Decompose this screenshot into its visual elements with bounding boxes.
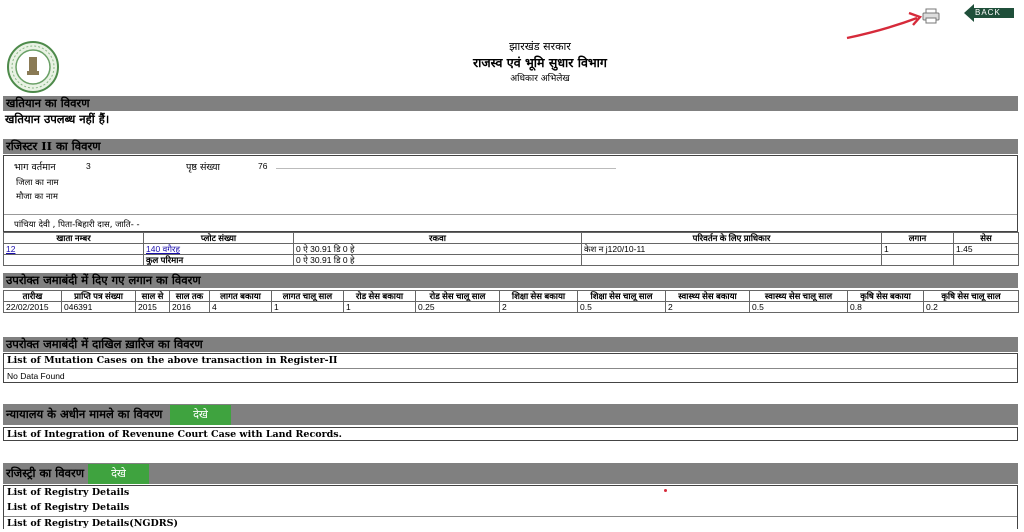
- mauza-label: मौजा का नाम: [16, 192, 58, 202]
- authority-cell: केश न j120/10-11: [582, 244, 882, 255]
- mutation-empty: No Data Found: [7, 371, 65, 381]
- court-view-button[interactable]: देखे: [170, 405, 231, 425]
- dept-title: राजस्व एवं भूमि सुधार विभाग: [473, 55, 607, 70]
- table-row: [4, 255, 1019, 266]
- table-row: 22/02/2015 046391 2015 2016 4 1 1 0.25 2 0.5 2 0.5 0.8 0.2: [4, 302, 1019, 313]
- divider: [4, 214, 1017, 215]
- col-ses: सेस: [954, 233, 1019, 244]
- register2-table-wrap: [3, 232, 1018, 266]
- ses-cell: 1.45: [954, 244, 1019, 255]
- court-section-bar: [3, 404, 1018, 425]
- registry-view-button[interactable]: देखे: [88, 464, 149, 484]
- col-date: तारीख: [4, 291, 62, 302]
- back-label: BACK: [975, 8, 1001, 17]
- register2-box: [3, 155, 1018, 232]
- khata-link[interactable]: 12: [6, 244, 16, 254]
- jharkhand-emblem-logo: [6, 40, 60, 94]
- court-list-title: List of Integration of Revenune Court Case with Land Records.: [7, 429, 342, 440]
- col-edu-current: शिक्षा सेस चालू साल: [578, 291, 666, 302]
- back-button[interactable]: [964, 4, 1016, 22]
- col-rakwa: रकवा: [294, 233, 582, 244]
- khatiyan-section-bar: [3, 96, 1018, 111]
- lagan-cell: 1: [882, 244, 954, 255]
- col-lagan: लगान: [882, 233, 954, 244]
- court-box: [3, 427, 1018, 441]
- court-title: न्यायालय के अधीन मामले का विवरण: [6, 407, 163, 421]
- col-plot: प्लोट संख्या: [144, 233, 294, 244]
- rakwa-cell: 0 ऐ 30.91 डि 0 हे: [294, 244, 582, 255]
- annotation-arrow: [845, 10, 925, 42]
- register2-title: रजिस्टर II का विवरण: [6, 139, 101, 153]
- register2-table: [3, 232, 1019, 266]
- bhag-label: भाग वर्तमान: [14, 162, 56, 173]
- col-agri-due: कृषि सेस बकाया: [848, 291, 924, 302]
- col-year-from: साल से: [136, 291, 170, 302]
- col-cost-current: लागत चालू साल: [272, 291, 344, 302]
- total-label: कुल परिमान: [144, 255, 294, 266]
- mutation-list-title: List of Mutation Cases on the above transaction in Register-II: [4, 354, 1017, 369]
- khatiyan-message: खतियान उपलब्ध नहीं हैं।: [5, 112, 110, 126]
- lagan-title: उपरोक्त जमाबंदी में दिए गए लगान का विवरण: [6, 273, 201, 287]
- registry-title: रजिस्ट्री का विवरण: [6, 466, 85, 480]
- registry-box: [3, 485, 1018, 529]
- redaction-line: [276, 168, 616, 169]
- sub-title: अधिकार अभिलेख: [510, 74, 570, 84]
- register2-section-bar: [3, 139, 1018, 154]
- registry-item: List of Registry Details(NGDRS): [7, 518, 178, 529]
- page-value: 76: [258, 161, 268, 171]
- col-road-current: रोड सेस चालू साल: [416, 291, 500, 302]
- plot-link[interactable]: 140 वगैरह: [146, 244, 181, 254]
- registry-section-bar: [3, 463, 1018, 484]
- khatiyan-title: खतियान का विवरण: [6, 96, 90, 110]
- registry-item: List of Registry Details: [4, 501, 1017, 517]
- col-road-due: रोड सेस बकाया: [344, 291, 416, 302]
- owner-text: पांचिया देवी , पिता-बिहारी दास, जाति- -: [14, 220, 140, 230]
- red-dot: [664, 489, 667, 492]
- col-cost-due: लागत बकाया: [210, 291, 272, 302]
- registry-item: List of Registry Details: [7, 487, 130, 498]
- lagan-section-bar: [3, 273, 1018, 288]
- col-authority: परिवर्तन के लिए प्राधिकार: [582, 233, 882, 244]
- col-agri-current: कृषि सेस चालू साल: [924, 291, 1019, 302]
- col-edu-due: शिक्षा सेस बकाया: [500, 291, 578, 302]
- print-icon[interactable]: [922, 8, 940, 24]
- district-label: जिला का नाम: [16, 178, 59, 188]
- total-rakwa: 0 ऐ 30.91 डि 0 हे: [294, 255, 582, 266]
- col-year-to: साल तक: [170, 291, 210, 302]
- page-label: पृष्ठ संख्या: [186, 162, 220, 173]
- col-khata: खाता नम्बर: [4, 233, 144, 244]
- col-health-due: स्वास्थ्य सेस बकाया: [666, 291, 750, 302]
- table-row: [4, 244, 1019, 255]
- mutation-section-bar: [3, 337, 1018, 352]
- register2-header-row: [4, 233, 1019, 244]
- lagan-table-wrap: [3, 290, 1018, 313]
- col-receipt: प्राप्ति पत्र संख्या: [62, 291, 136, 302]
- mutation-title: उपरोक्त जमाबंदी में दाखिल ख़ारिज का विवरण: [6, 337, 203, 351]
- lagan-table: [3, 290, 1019, 313]
- col-health-current: स्वास्थ्य सेस चालू साल: [750, 291, 848, 302]
- lagan-header-row: [4, 291, 1019, 302]
- mutation-box: [3, 353, 1018, 383]
- gov-title: झारखंड सरकार: [509, 40, 571, 53]
- bhag-value: 3: [86, 161, 91, 171]
